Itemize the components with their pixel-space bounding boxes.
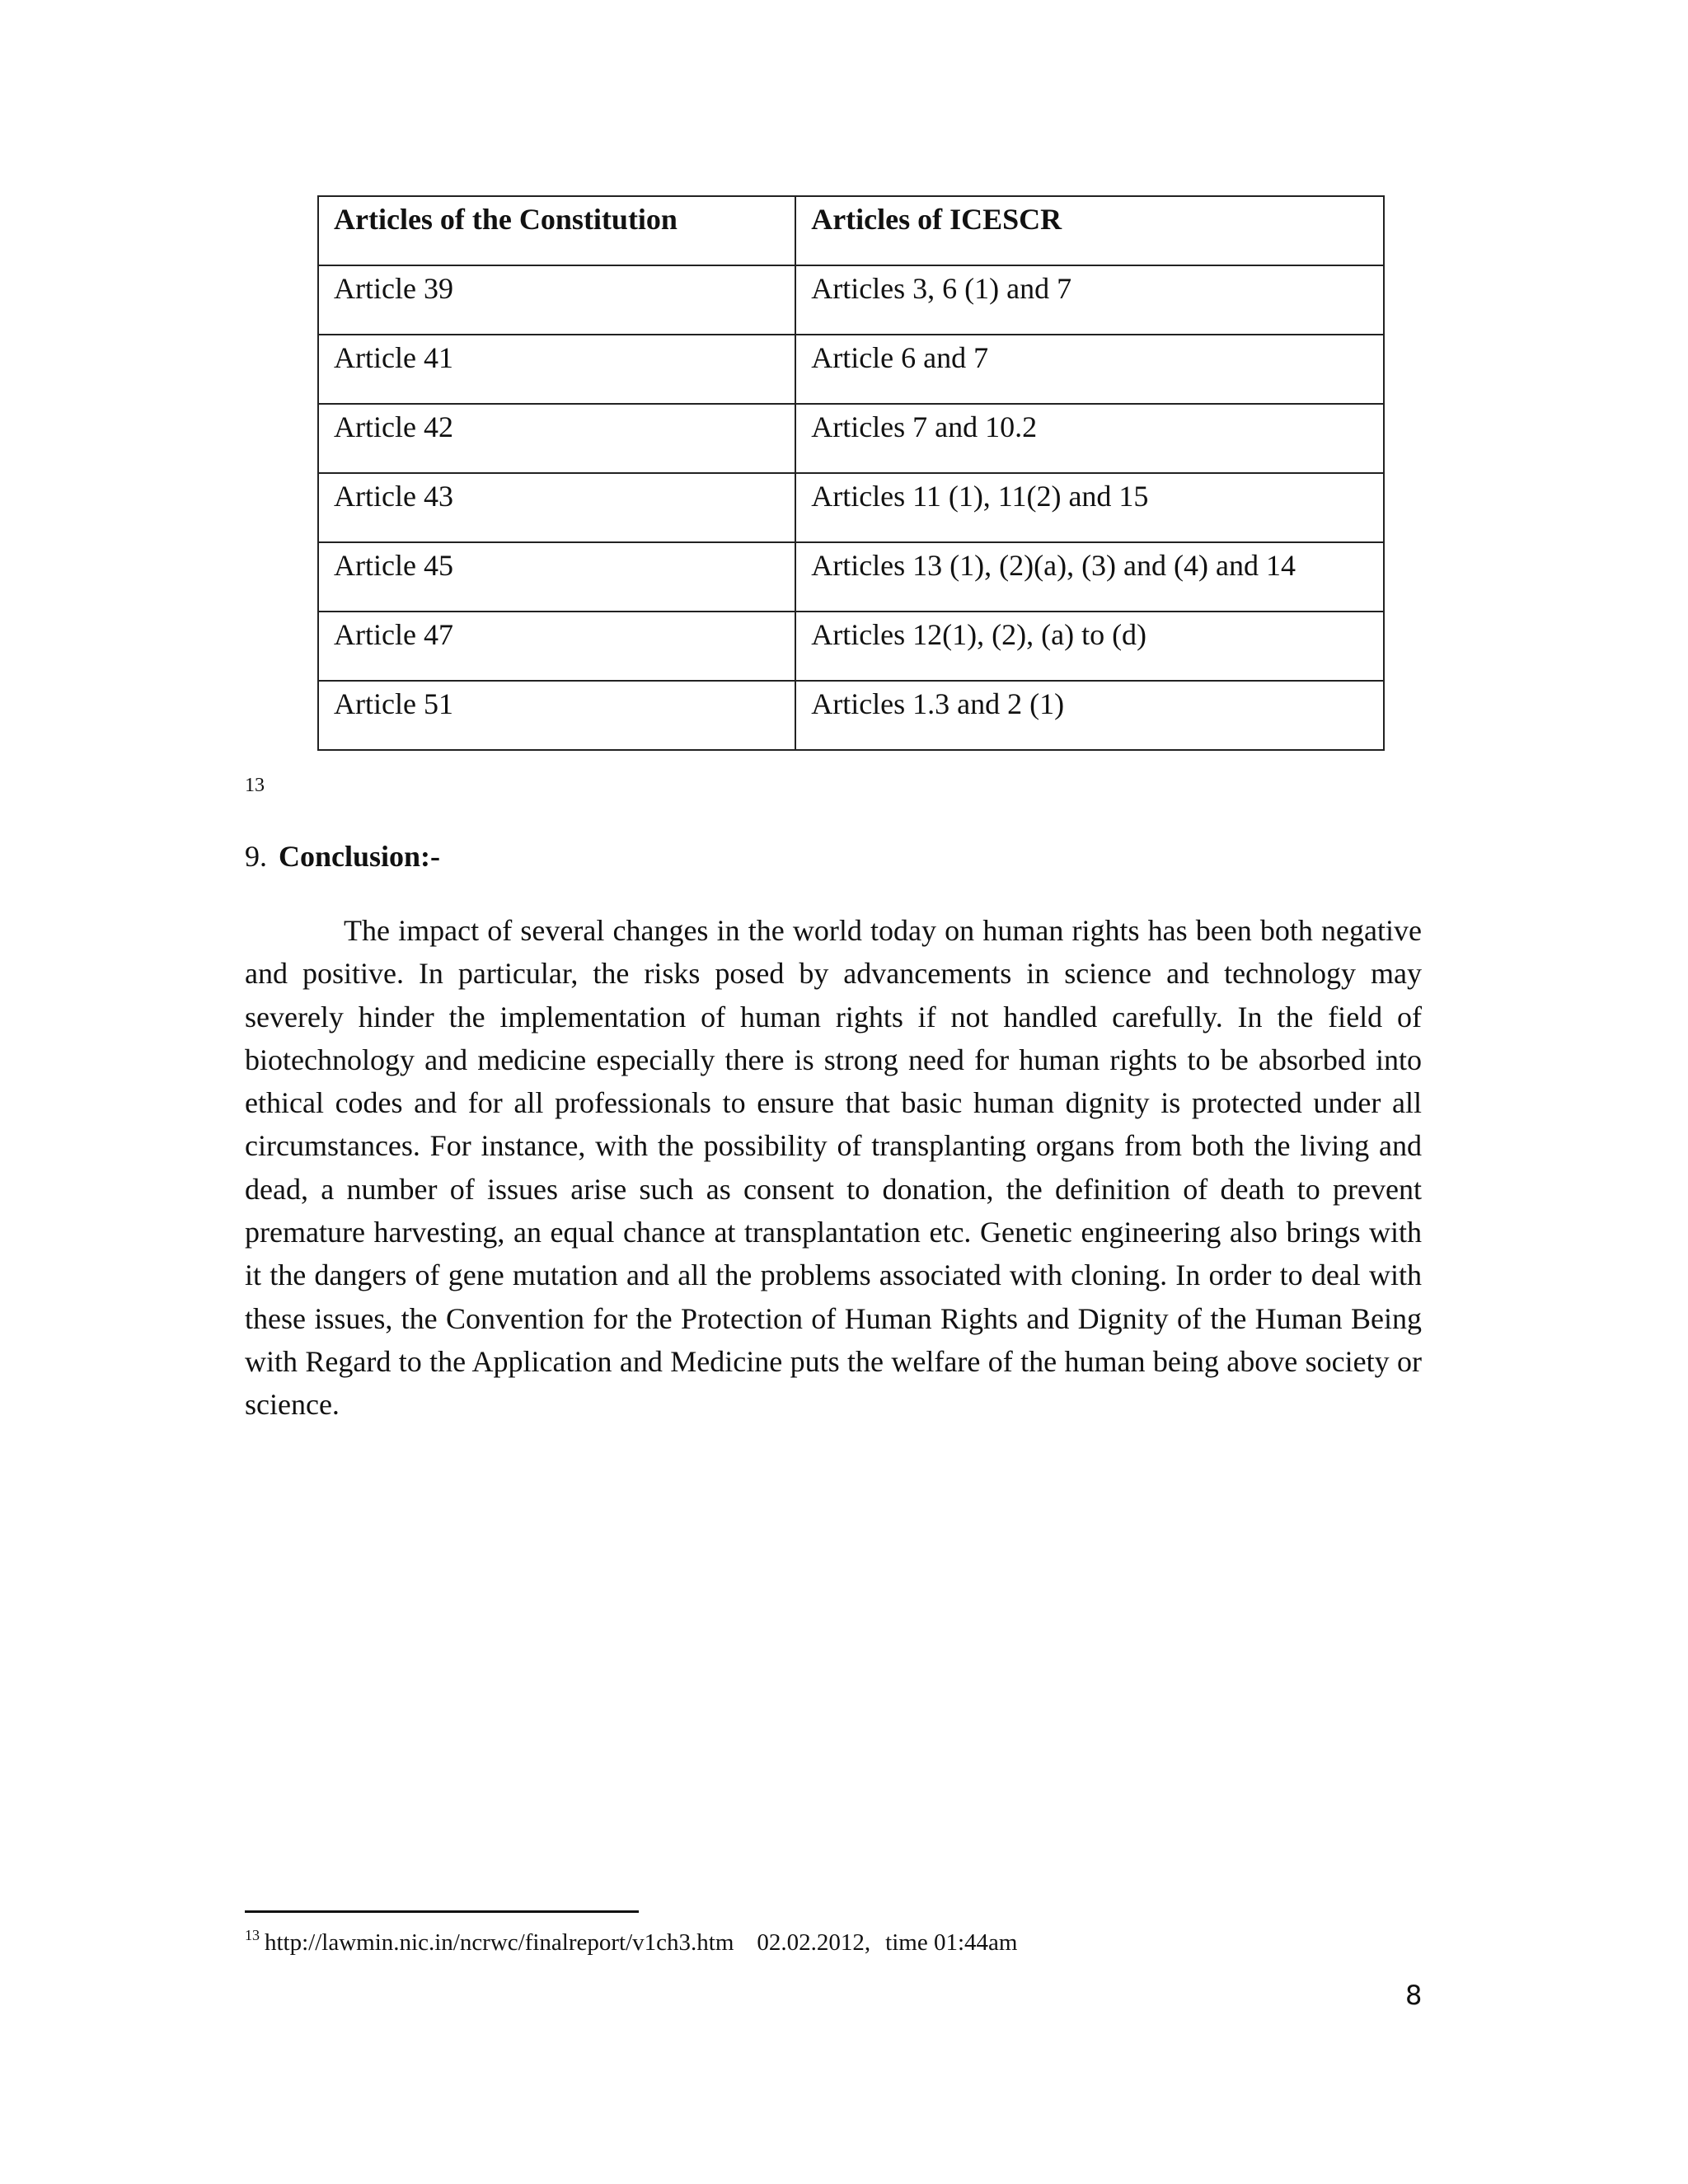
table-row <box>318 612 1384 681</box>
table-cell-icescr: Articles 1.3 and 2 (1) <box>795 681 1384 750</box>
table-header-constitution: Articles of the Constitution <box>318 196 795 265</box>
table-cell-icescr: Articles 13 (1), (2)(a), (3) and (4) and 14 <box>795 542 1384 612</box>
table-cell-constitution: Article 41 <box>318 335 795 404</box>
table-header-row <box>318 196 1384 265</box>
table-cell-icescr: Article 6 and 7 <box>795 335 1384 404</box>
footnote-url: http://lawmin.nic.in/ncrwc/finalreport/v1ch3.htm <box>265 1929 734 1956</box>
table-row <box>318 404 1384 473</box>
table-cell-icescr: Articles 11 (1), 11(2) and 15 <box>795 473 1384 542</box>
table-row <box>318 681 1384 750</box>
page-number: 8 <box>1405 1980 1423 2011</box>
footnote <box>245 1927 1017 1957</box>
section-number: 9. <box>245 840 267 873</box>
section-title: Conclusion:- <box>279 840 441 873</box>
table-cell-constitution: Article 51 <box>318 681 795 750</box>
table-cell-constitution: Article 47 <box>318 612 795 681</box>
table-footnote-reference: 13 <box>245 775 265 796</box>
table-cell-constitution: Article 42 <box>318 404 795 473</box>
table-cell-icescr: Articles 3, 6 (1) and 7 <box>795 265 1384 335</box>
table-cell-icescr: Articles 7 and 10.2 <box>795 404 1384 473</box>
footnote-divider <box>245 1910 639 1913</box>
table-cell-constitution: Article 39 <box>318 265 795 335</box>
footnote-number: 13 <box>245 1927 260 1943</box>
table-row <box>318 335 1384 404</box>
table-cell-constitution: Article 43 <box>318 473 795 542</box>
footnote-time: time 01:44am <box>885 1929 1018 1956</box>
table-row <box>318 265 1384 335</box>
table-row <box>318 473 1384 542</box>
footnote-date: 02.02.2012, <box>757 1929 871 1956</box>
articles-comparison-table <box>317 195 1385 751</box>
table-header-icescr: Articles of ICESCR <box>795 196 1384 265</box>
table-row <box>318 542 1384 612</box>
table-cell-icescr: Articles 12(1), (2), (a) to (d) <box>795 612 1384 681</box>
conclusion-paragraph: The impact of several changes in the world today on human rights has been both negative and positive. In particular, the risks posed by advancements in science and technology may severely hinder the implementation of human rights if not handled carefully. In the field of biotechnology and medicine especially there is strong need for human rights to be absorbed into ethical codes and for all professionals to ensure that basic human dignity is protected under all circumstances. For instance, with the possibility of transplanting organs from both the living and dead, a number of issues arise such as consent to donation, the definition of death to prevent premature harvesting, an equal chance at transplantation etc. Genetic engineering also brings with it the dangers of gene mutation and all the problems associated with cloning. In order to deal with these issues, the Convention for the Protection of Human Rights and Dignity of the Human Being with Regard to the Application and Medicine puts the welfare of the human being above society or science. <box>245 914 1422 1422</box>
section-heading <box>245 839 440 874</box>
table-cell-constitution: Article 45 <box>318 542 795 612</box>
